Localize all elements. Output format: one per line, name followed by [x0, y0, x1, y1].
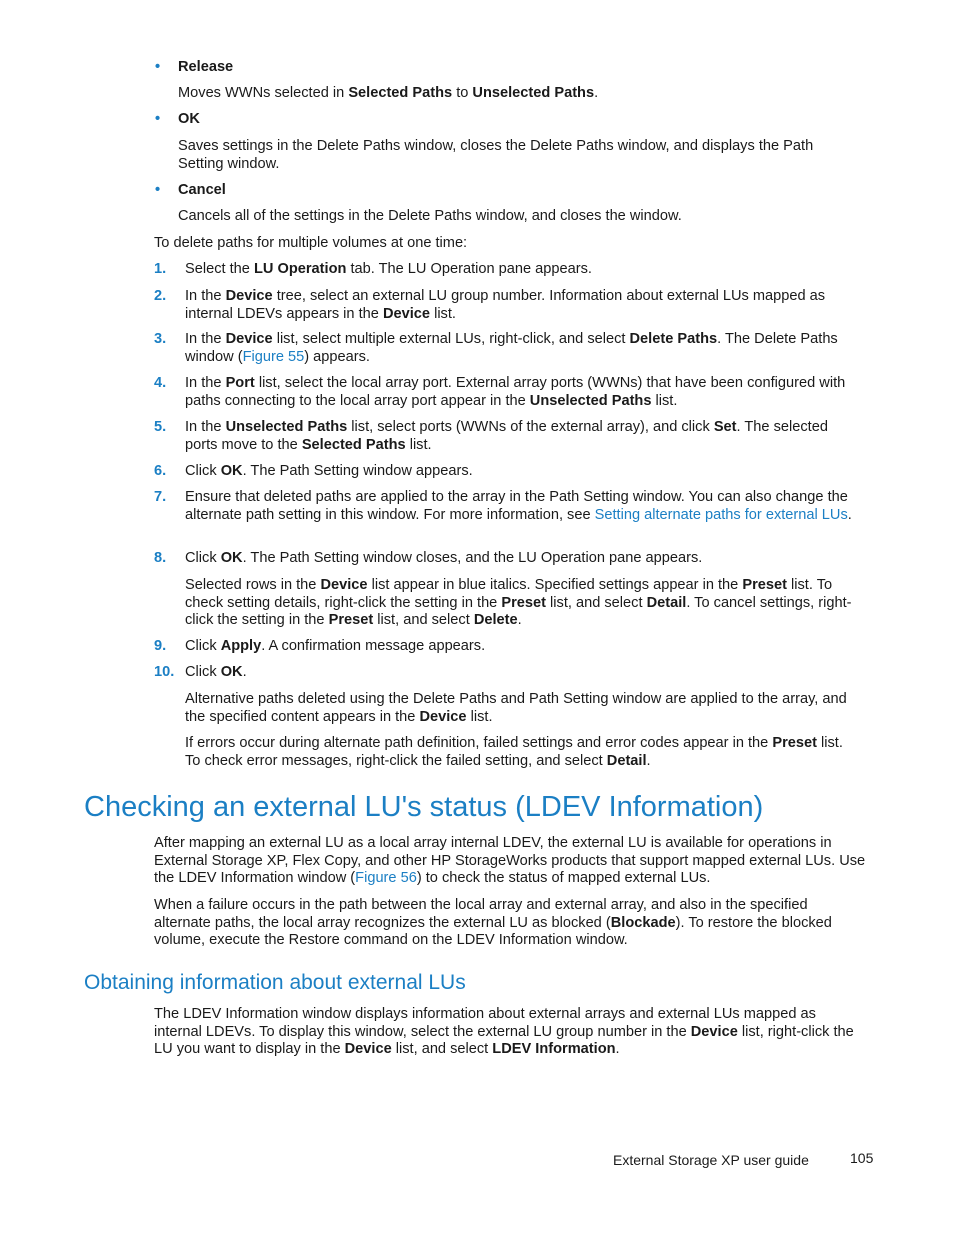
step-text: In the Unselected Paths list, select ports (WWNs of the external array), and click Set. The selected ports move to the Selected Paths list.: [185, 419, 828, 453]
bullet-desc-release: Moves WWNs selected in Selected Paths to Unselected Paths.: [178, 85, 599, 101]
step-text: In the Device tree, select an external LU group number. Information about external LUs mapped as internal LDEVs appears in the Device list.: [185, 288, 826, 322]
step-number: 8.: [154, 550, 167, 566]
bold-term: Selected Paths: [348, 85, 453, 101]
bold-term: Device: [382, 305, 431, 322]
section-heading: Checking an external LU's status (LDEV Information): [84, 791, 764, 823]
bold-term: Unselected Paths: [225, 419, 348, 435]
step-text: Select the LU Operation tab. The LU Operation pane appears.: [185, 261, 592, 277]
step-number: 5.: [154, 419, 167, 435]
bold-term: Unselected Paths: [529, 392, 652, 409]
bold-term: OK: [220, 463, 243, 479]
step-number: 7.: [154, 489, 167, 505]
bold-term: Preset: [742, 577, 787, 593]
bold-term: Device: [344, 1041, 392, 1057]
step-number: 6.: [154, 463, 167, 479]
procedure-intro: To delete paths for multiple volumes at one time:: [154, 235, 468, 251]
bold-term: Preset: [772, 735, 817, 751]
cross-reference-link[interactable]: Figure 56: [355, 870, 417, 886]
bold-term: Device: [690, 1023, 738, 1040]
bold-term: Apply: [220, 638, 262, 654]
bullet-marker: •: [155, 182, 161, 198]
bold-term: Delete Paths: [629, 331, 718, 347]
bold-term: Device: [419, 708, 467, 725]
bullet-marker: •: [155, 111, 161, 127]
step-note: If errors occur during alternate path definition, failed settings and error codes appear in the Preset list. To check error messages, right-click the failed setting, and select Detail.: [185, 735, 843, 769]
bullet-desc-ok: Saves settings in the Delete Paths window, closes the Delete Paths window, and displays the Path Setting window.: [178, 138, 814, 172]
bold-term: Unselected Paths: [472, 85, 595, 101]
bold-term: Preset: [328, 612, 374, 628]
subsection-heading: Obtaining information about external LUs: [84, 971, 466, 994]
bullet-marker: •: [155, 59, 161, 75]
bold-term: LDEV Information: [492, 1041, 616, 1057]
step-text: In the Port list, select the local array port. External array ports (WWNs) that have been configured with paths connecting to the local array port appear in the Unselected Paths list.: [185, 375, 846, 409]
step-note: Alternative paths deleted using the Delete Paths and Path Setting window are applied to the array, and the specified content appears in the Device list.: [185, 691, 847, 725]
step-text: Click OK.: [185, 664, 247, 680]
bold-term: Device: [225, 331, 273, 347]
step-number: 4.: [154, 375, 167, 391]
bold-term: Port: [225, 375, 255, 391]
bullet-desc-cancel: Cancels all of the settings in the Delete Paths window, and closes the window.: [178, 208, 682, 224]
cross-reference-link[interactable]: Setting alternate paths for external LUs: [594, 506, 848, 523]
bullet-title-release: Release: [178, 59, 234, 75]
step-text: Ensure that deleted paths are applied to the array in the Path Setting window. You can also change the alternate path setting in this window. For more information, see Setting alternate paths for external LUs.: [185, 489, 852, 523]
bold-term: Detail: [606, 752, 647, 769]
footer-title: External Storage XP user guide: [613, 1152, 809, 1168]
step-text: In the Device list, select multiple external LUs, right-click, and select Delete Paths. The Delete Paths window (Figure 55) appears.: [185, 331, 838, 365]
step-number: 3.: [154, 331, 167, 347]
step-note: Selected rows in the Device list appear in blue italics. Specified settings appear in the Preset list. To check setting details, right-click the setting in the Preset list, and select Detail. To cancel settings, right-click the setting in the Preset list, and select Delete.: [185, 577, 852, 628]
bullet-title-cancel: Cancel: [178, 182, 226, 198]
step-text: Click OK. The Path Setting window closes, and the LU Operation pane appears.: [185, 550, 703, 566]
bullet-title-ok: OK: [178, 111, 200, 127]
bold-term: OK: [220, 664, 243, 680]
bold-term: Blockade: [610, 914, 676, 931]
cross-reference-link[interactable]: Figure 55: [242, 348, 305, 365]
bold-term: Delete: [473, 612, 518, 628]
step-text: Click Apply. A confirmation message appears.: [185, 638, 486, 654]
bold-term: Set: [713, 419, 737, 435]
step-text: Click OK. The Path Setting window appears.: [185, 463, 473, 479]
step-number: 9.: [154, 638, 167, 654]
bold-term: Preset: [501, 594, 546, 611]
section-paragraph: The LDEV Information window displays information about external arrays and external LUs mapped as internal LDEVs. To display this window, select the external LU group number in the Device list, right-click the LU you want to display in the Device list, and select LDEV Information.: [154, 1006, 854, 1057]
bold-term: LU Operation: [253, 261, 347, 277]
bold-term: Device: [320, 577, 368, 593]
bold-term: Selected Paths: [301, 436, 406, 453]
section-paragraph: When a failure occurs in the path between the local array and external array, and also in the specified alternate paths, the local array recognizes the external LU as blocked (Blockade). To restore the blocked volume, execute the Restore command on the LDEV Information window.: [154, 897, 832, 948]
step-number: 1.: [154, 261, 167, 277]
section-paragraph: After mapping an external LU as a local array internal LDEV, the external LU is available for operations in External Storage XP, Flex Copy, and other HP StorageWorks products that support mapped external LUs. Use the LDEV Information window (Figure 56) to check the status of mapped external LUs.: [154, 835, 866, 886]
bold-term: Detail: [646, 594, 687, 611]
step-number: 10.: [154, 664, 175, 680]
page-number: 105: [850, 1150, 874, 1166]
bold-term: Device: [225, 288, 273, 304]
bold-term: OK: [220, 550, 243, 566]
step-number: 2.: [154, 288, 167, 304]
